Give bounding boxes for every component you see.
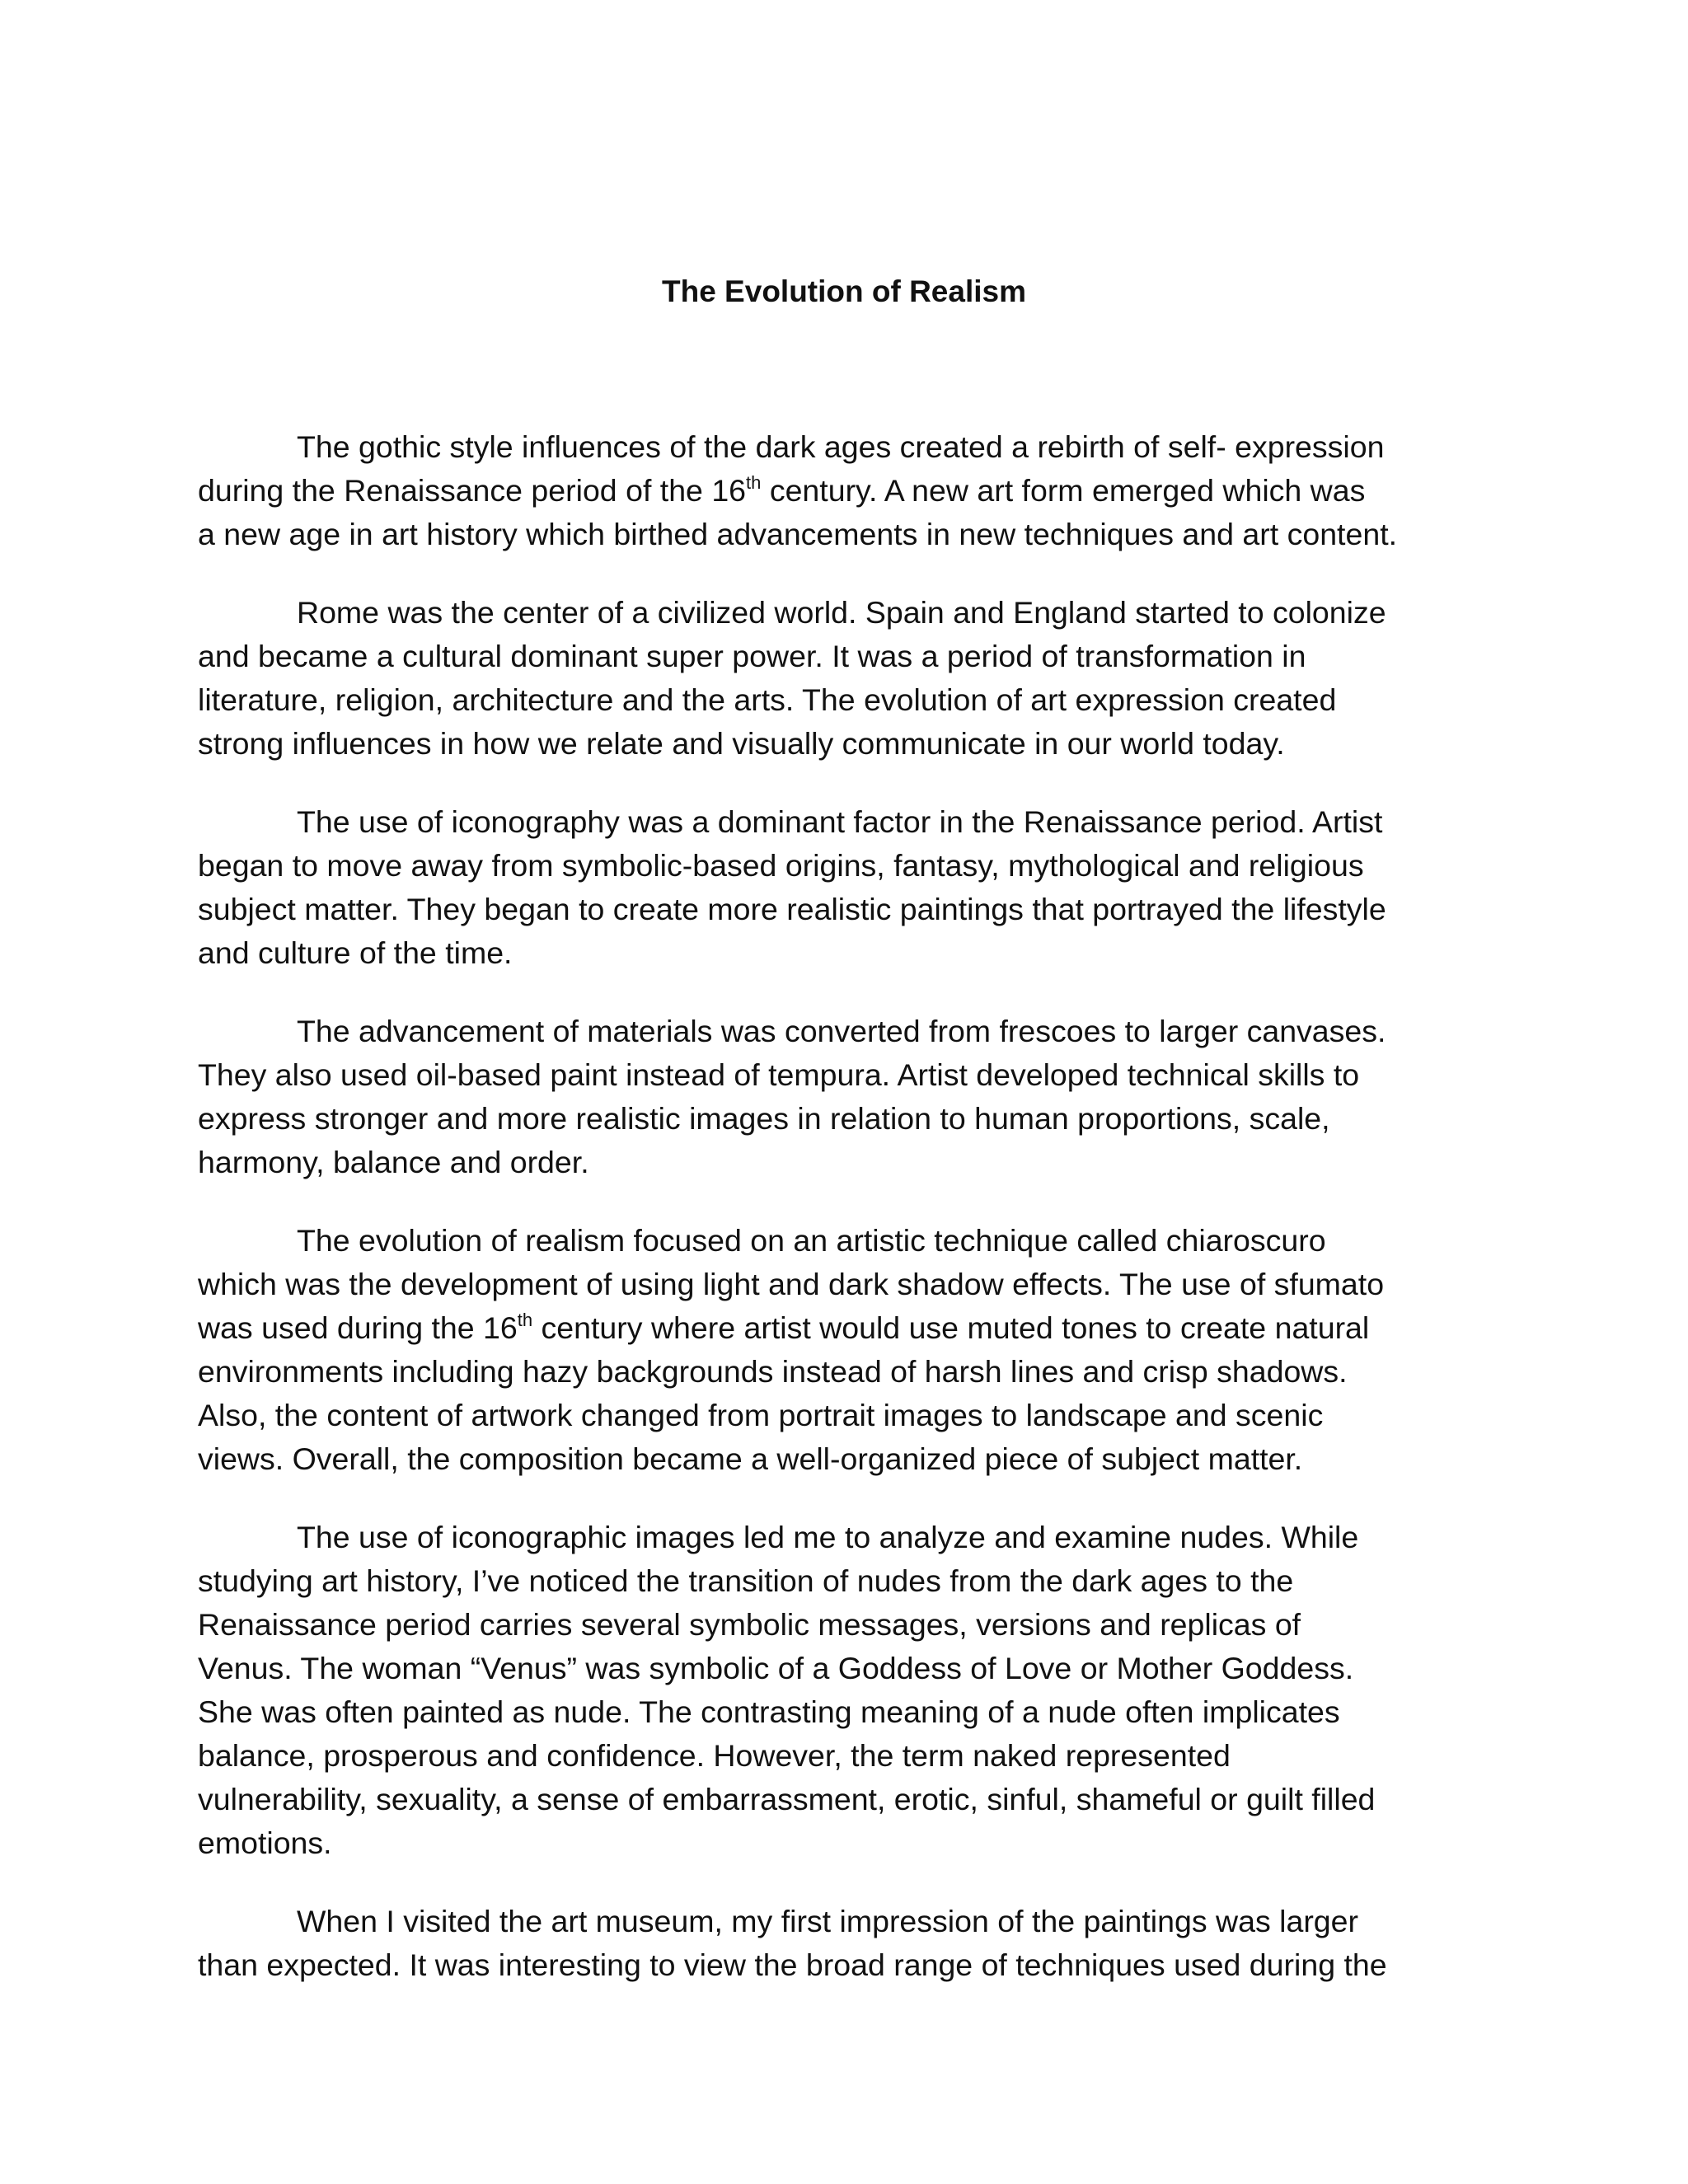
paragraph-line: Venus. The woman “Venus” was symbolic of a Goddess of Love or Mother Goddess.: [198, 1651, 1354, 1685]
paragraph-line: views. Overall, the composition became a well-organized piece of subject matter.: [198, 1441, 1303, 1476]
superscript: th: [517, 1309, 533, 1330]
paragraph-6: [198, 1516, 1492, 1865]
paragraph-line: The evolution of realism focused on an artistic technique called chiaroscuro: [297, 1223, 1326, 1258]
paragraph-3: [198, 800, 1492, 975]
paragraph-line: studying art history, I’ve noticed the transition of nudes from the dark ages to the: [198, 1563, 1294, 1598]
superscript: th: [746, 471, 762, 493]
paragraph-2: [198, 591, 1492, 766]
paragraph-line: environments including hazy backgrounds instead of harsh lines and crisp shadows.: [198, 1354, 1348, 1389]
document-title: The Evolution of Realism: [662, 274, 1026, 308]
paragraph-line: balance, prosperous and confidence. However, the term naked represented: [198, 1738, 1231, 1773]
paragraph-line: The use of iconography was a dominant factor in the Renaissance period. Artist: [297, 804, 1383, 839]
paragraph-line: express stronger and more realistic images in relation to human proportions, scale,: [198, 1101, 1330, 1136]
paragraph-line: They also used oil-based paint instead of tempura. Artist developed technical skills to: [198, 1057, 1360, 1092]
paragraph-1: [198, 425, 1492, 556]
paragraph-line: than expected. It was interesting to view the broad range of techniques used during the: [198, 1947, 1387, 1982]
paragraph-line: strong influences in how we relate and visually communicate in our world today.: [198, 726, 1285, 761]
paragraph-line: Rome was the center of a civilized world. Spain and England started to colonize: [297, 595, 1386, 630]
paragraph-line: emotions.: [198, 1825, 332, 1860]
paragraph-line: The advancement of materials was converted from frescoes to larger canvases.: [297, 1014, 1386, 1048]
paragraph-line: When I visited the art museum, my first impression of the paintings was larger: [297, 1904, 1359, 1938]
paragraph-line: during the Renaissance period of the 16th century. A new art form emerged which was: [198, 471, 1366, 508]
paragraph-line: Renaissance period carries several symbolic messages, versions and replicas of: [198, 1607, 1301, 1642]
document-body: [198, 425, 1492, 2022]
paragraph-line: She was often painted as nude. The contrasting meaning of a nude often implicates: [198, 1694, 1340, 1729]
paragraph-line: a new age in art history which birthed advancements in new techniques and art content.: [198, 517, 1398, 551]
paragraph-line: literature, religion, architecture and the arts. The evolution of art expression created: [198, 682, 1337, 717]
paragraph-line: and culture of the time.: [198, 935, 513, 970]
paragraph-line: The gothic style influences of the dark ages created a rebirth of self- expression: [297, 429, 1385, 464]
paragraph-line: Also, the content of artwork changed from portrait images to landscape and scenic: [198, 1398, 1324, 1432]
paragraph-line: vulnerability, sexuality, a sense of embarrassment, erotic, sinful, shameful or guilt filled: [198, 1782, 1376, 1816]
paragraph-line: was used during the 16th century where artist would use muted tones to create natural: [198, 1309, 1370, 1345]
paragraph-5: [198, 1219, 1492, 1481]
paragraph-line: subject matter. They began to create more realistic paintings that portrayed the lifestyle: [198, 892, 1386, 926]
paragraph-4: [198, 1010, 1492, 1184]
paragraph-line: began to move away from symbolic-based origins, fantasy, mythological and religious: [198, 848, 1364, 883]
paragraph-line: harmony, balance and order.: [198, 1145, 589, 1179]
paragraph-line: and became a cultural dominant super power. It was a period of transformation in: [198, 639, 1306, 673]
paragraph-line: which was the development of using light and dark shadow effects. The use of sfumato: [198, 1267, 1385, 1301]
paragraph-7: [198, 1900, 1492, 1987]
paragraph-line: The use of iconographic images led me to analyze and examine nudes. While: [297, 1520, 1359, 1554]
